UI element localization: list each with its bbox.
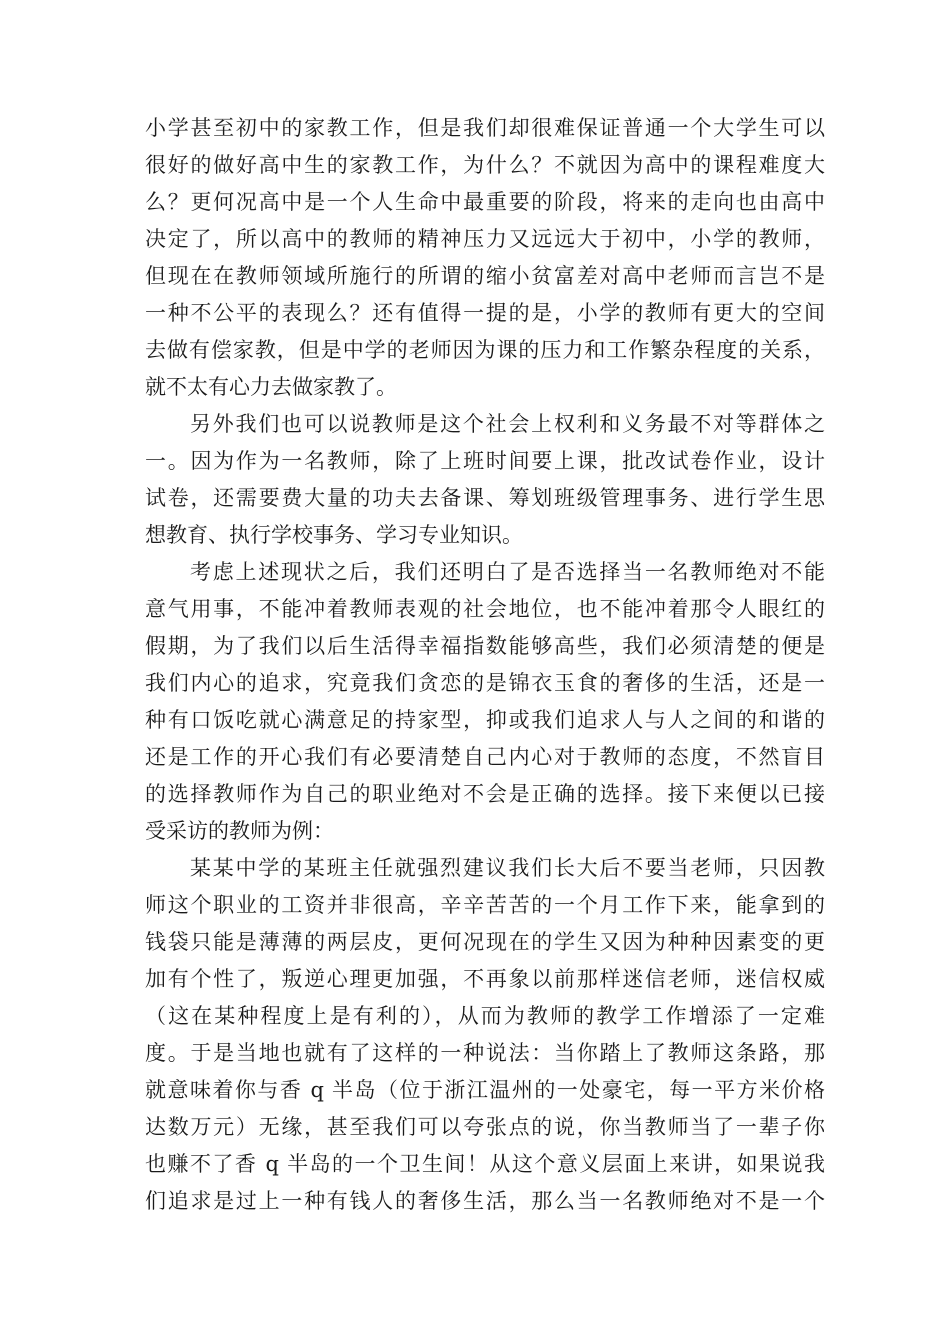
text-line: 意气用事，不能冲着教师表观的社会地位，也不能冲着那令人眼红的 <box>145 597 825 621</box>
text-line: 小学甚至初中的家教工作，但是我们却很难保证普通一个大学生可以 <box>145 116 825 140</box>
text-line: 一。因为作为一名教师，除了上班时间要上课，批改试卷作业，设计 <box>145 449 825 473</box>
paragraph-first-line: 某某中学的某班主任就强烈建议我们长大后不要当老师，只因教 <box>190 856 825 880</box>
paragraph-first-line: 另外我们也可以说教师是这个社会上权利和义务最不对等群体之 <box>190 412 825 436</box>
text-line: 假期，为了我们以后生活得幸福指数能够高些，我们必须清楚的便是 <box>145 634 825 658</box>
text-line: 我们内心的追求，究竟我们贪恋的是锦衣玉食的奢侈的生活，还是一 <box>145 671 825 695</box>
text-line: 但现在在教师领域所施行的所谓的缩小贫富差对高中老师而言岂不是 <box>145 264 825 288</box>
paragraph-first-line: 考虑上述现状之后，我们还明白了是否选择当一名教师绝对不能 <box>190 560 825 584</box>
text-line: 还是工作的开心我们有必要清楚自己内心对于教师的态度，不然盲目 <box>145 745 825 769</box>
text-line: 钱袋只能是薄薄的两层皮，更何况现在的学生又因为种种因素变的更 <box>145 930 825 954</box>
text-line: 很好的做好高中生的家教工作，为什么？不就因为高中的课程难度大 <box>145 153 825 177</box>
text-line: 师这个职业的工资并非很高，辛辛苦苦的一个月工作下来，能拿到的 <box>145 893 825 917</box>
text-line: 就意味着你与香 q 半岛（位于浙江温州的一处豪宅，每一平方米价格 <box>145 1078 825 1102</box>
text-line: 度。于是当地也就有了这样的一种说法：当你踏上了教师这条路，那 <box>145 1041 825 1065</box>
text-line: 想教育、执行学校事务、学习专业知识。 <box>145 523 523 547</box>
text-line: 也赚不了香 q 半岛的一个卫生间！从这个意义层面上来讲，如果说我 <box>145 1152 825 1176</box>
text-line: （这在某种程度上是有利的），从而为教师的教学工作增添了一定难 <box>145 1004 825 1028</box>
text-line: 种有口饭吃就心满意足的持家型，抑或我们追求人与人之间的和谐的 <box>145 708 825 732</box>
text-line: 就不太有心力去做家教了。 <box>145 375 397 399</box>
text-line: 去做有偿家教，但是中学的老师因为课的压力和工作繁杂程度的关系， <box>145 338 825 362</box>
text-line: 么？更何况高中是一个人生命中最重要的阶段，将来的走向也由高中 <box>145 190 825 214</box>
text-line: 试卷，还需要费大量的功夫去备课、筹划班级管理事务、进行学生思 <box>145 486 825 510</box>
text-line: 的选择教师作为自己的职业绝对不会是正确的选择。接下来便以已接 <box>145 782 825 806</box>
text-line: 决定了，所以高中的教师的精神压力又远远大于初中，小学的教师， <box>145 227 825 251</box>
text-line: 一种不公平的表现么？还有值得一提的是，小学的教师有更大的空间 <box>145 301 825 325</box>
text-line: 达数万元）无缘，甚至我们可以夸张点的说，你当教师当了一辈子你 <box>145 1115 825 1139</box>
text-line: 受采访的教师为例： <box>145 819 334 843</box>
text-line: 们追求是过上一种有钱人的奢侈生活，那么当一名教师绝对不是一个 <box>145 1189 825 1213</box>
body-text <box>145 110 825 1220</box>
text-line: 加有个性了，叛逆心理更加强，不再象以前那样迷信老师，迷信权威 <box>145 967 825 991</box>
